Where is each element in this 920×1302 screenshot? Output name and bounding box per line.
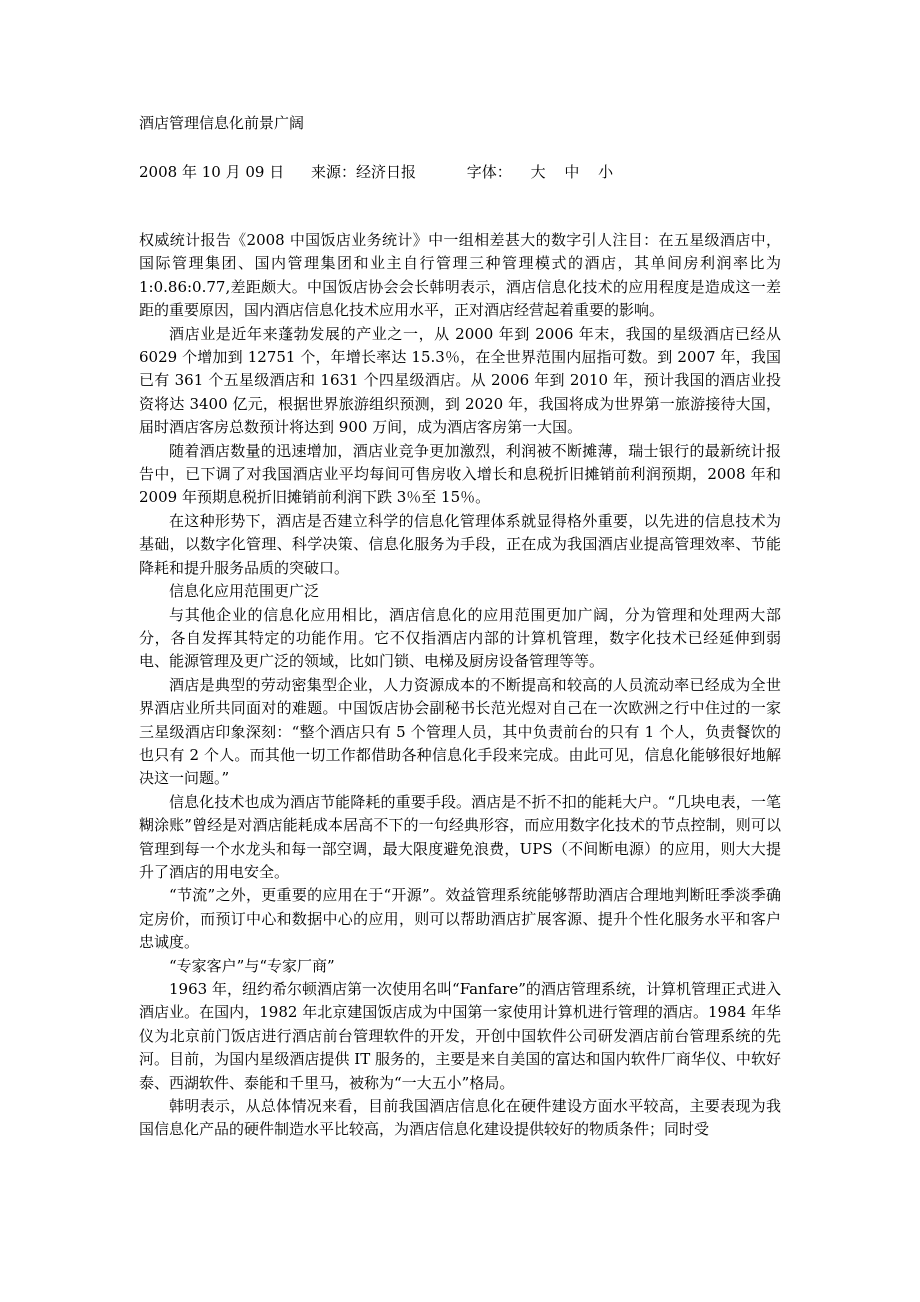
paragraph: 韩明表示，从总体情况来看，目前我国酒店信息化在硬件建设方面水平较高，主要表现为我国信息化产品的硬件制造水平比较高，为酒店信息化建设提供较好的物质条件；同时受 <box>139 1097 781 1139</box>
article-body <box>139 229 781 1142</box>
paragraph-intro: 权威统计报告《2008 中国饭店业务统计》中一组相差甚大的数字引人注目：在五星级酒店中，国际管理集团、国内管理集团和业主自行管理三种管理模式的酒店，其单间房利润率比为 1:0.86:0.77,差距颇大。中国饭店协会会长韩明表示，酒店信息化技术的应用程度是造成这一差距的重要原因，国内酒店信息化技术应用水平，正对酒店经营起着重要的影响。 <box>139 231 781 320</box>
section-heading: “专家客户”与“专家厂商” <box>169 956 335 975</box>
article-meta <box>139 162 627 182</box>
article-title: 酒店管理信息化前景广阔 <box>139 114 305 132</box>
publish-date: 2008 年 10 月 09 日 <box>139 163 285 181</box>
paragraph: 随着酒店数量的迅速增加，酒店业竞争更加激烈，利润被不断摊薄，瑞士银行的最新统计报告中，已下调了对我国酒店业平均每间可售房收入增长和息税折旧摊销前利润预期，2008 年和 2009 年预期息税折旧摊销前利润下跌 3％至 15％。 <box>139 441 781 507</box>
paragraph: 信息化技术也成为酒店节能降耗的重要手段。酒店是不折不扣的能耗大户。“几块电表，一笔糊涂账”曾经是对酒店能耗成本居高不下的一句经典形容，而应用数字化技术的节点控制，则可以管理到每一个水龙头和每一部空调，最大限度避免浪费，UPS（不间断电源）的应用，则大大提升了酒店的用电安全。 <box>139 792 781 881</box>
paragraph: “节流”之外，更重要的应用在于“开源”。效益管理系统能够帮助酒店合理地判断旺季淡季确定房价，而预订中心和数据中心的应用，则可以帮助酒店扩展客源、提升个性化服务水平和客户忠诚度。 <box>139 886 781 952</box>
font-size-large-link[interactable]: 大 <box>530 163 546 181</box>
paragraph: 在这种形势下，酒店是否建立科学的信息化管理体系就显得格外重要，以先进的信息技术为基础，以数字化管理、科学决策、信息化服务为手段，正在成为我国酒店业提高管理效率、节能降耗和提升服务品质的突破口。 <box>139 511 781 577</box>
paragraph: 酒店是典型的劳动密集型企业，人力资源成本的不断提高和较高的人员流动率已经成为全世界酒店业所共同面对的难题。中国饭店协会副秘书长范光煜对自己在一次欧洲之行中住过的一家三星级酒店印象深刻：“整个酒店只有 5 个管理人员，其中负责前台的只有 1 个人，负责餐饮的也只有 2 个人。而其他一切工作都借助各种信息化手段来完成。由此可见，信息化能够很好地解决这一问题。” <box>139 675 781 788</box>
font-size-label: 字体： <box>466 163 512 181</box>
paragraph: 酒店业是近年来蓬勃发展的产业之一，从 2000 年到 2006 年末，我国的星级酒店已经从 6029 个增加到 12751 个，年增长率达 15.3％，在全世界范围内屈指可数。到 2007 年，我国已有 361 个五星级酒店和 1631 个四星级酒店。从 2006 年到 2010 年，预计我国的酒店业投资将达 3400 亿元，根据世界旅游组织预测，到 2020 年，我国将成为世界第一旅游接待大国，届时酒店客房总数预计将达到 900 万间，成为酒店客房第一大国。 <box>139 324 781 437</box>
paragraph: 1963 年，纽约希尔顿酒店第一次使用名叫“Fanfare”的酒店管理系统，计算机管理正式进入酒店业。在国内，1982 年北京建国饭店成为中国第一家使用计算机进行管理的酒店。1984 年华仪为北京前门饭店进行酒店前台管理软件的开发，开创中国软件公司研发酒店前台管理系统的先河。目前，为国内星级酒店提供 IT 服务的，主要是来自美国的富达和国内软件厂商华仪、中软好泰、西湖软件、泰能和千里马，被称为“一大五小”格局。 <box>139 980 781 1092</box>
paragraph: 与其他企业的信息化应用相比，酒店信息化的应用范围更加广阔，分为管理和处理两大部分，各自发挥其特定的功能作用。它不仅指酒店内部的计算机管理，数字化技术已经延伸到弱电、能源管理及更广泛的领域，比如门锁、电梯及厨房设备管理等等。 <box>139 605 781 671</box>
article-source: 来源：经济日报 <box>310 163 416 181</box>
section-heading: 信息化应用范围更广泛 <box>169 582 320 601</box>
font-size-medium-link[interactable]: 中 <box>564 163 580 181</box>
font-size-small-link[interactable]: 小 <box>598 163 614 181</box>
